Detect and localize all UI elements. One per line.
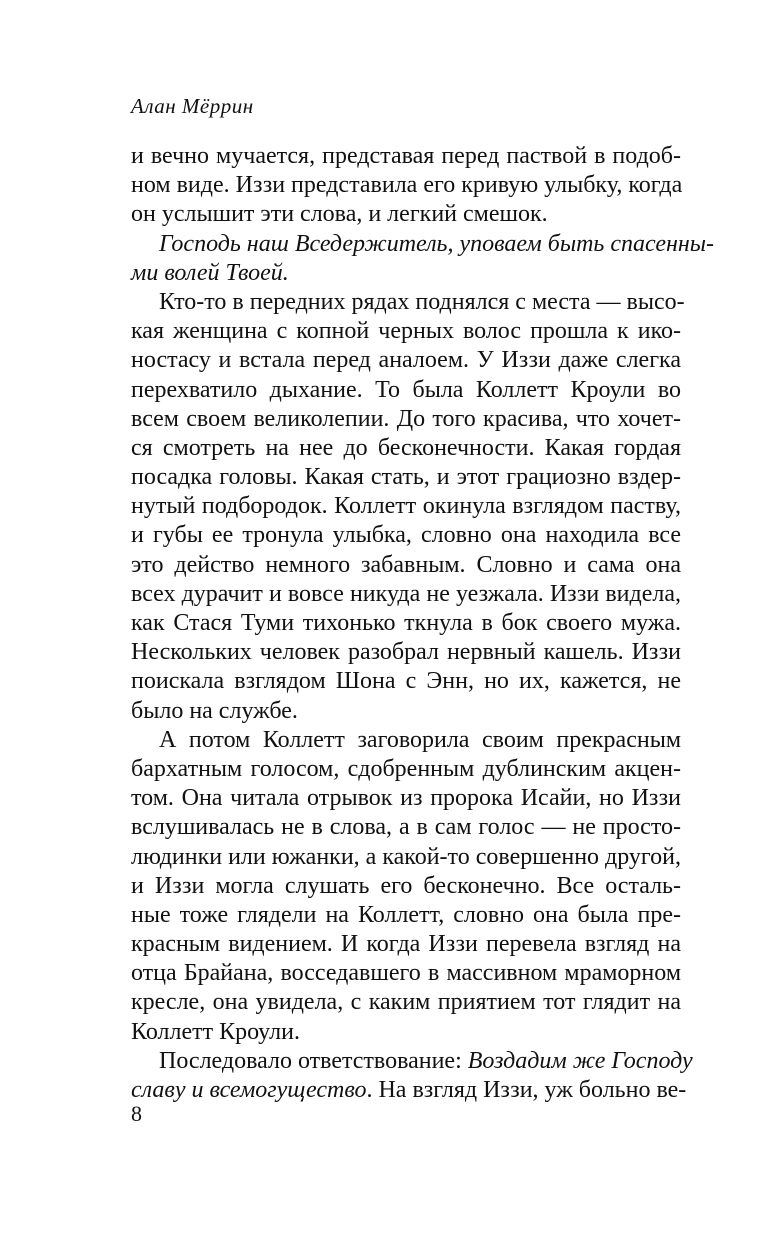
running-header: Алан Мёррин [131, 94, 254, 118]
text-line: отца Брайана, восседавшего в массивном мраморном [131, 960, 681, 987]
text-line: Коллетт Кроули. [131, 1018, 300, 1045]
text-line: Последовало ответствование: Воздадим же Господу [159, 1047, 693, 1074]
text-line: славу и всемогущество. На взгляд Иззи, уж больно ве- [131, 1077, 687, 1103]
text-line: вслушивалась не в слова, а в сам голос — не просто- [131, 814, 681, 841]
text-line: ные тоже глядели на Коллетт, словно она была пре- [131, 901, 681, 928]
text-line: он услышит эти слова, и легкий смешок. [131, 201, 548, 228]
text-line: Кто-то в передних рядах поднялся с места — высо- [159, 288, 685, 315]
text-line: перехватило дыхание. То была Коллетт Кроули во [131, 376, 681, 403]
text-line: и Иззи могла слушать его бесконечно. Все осталь- [131, 872, 681, 899]
text-line: кая женщина с копной черных волос прошла к ико- [131, 318, 681, 345]
text-line: поискала взглядом Шона с Энн, но их, кажется, не [131, 668, 681, 695]
text-line: ном виде. Иззи представила его кривую улыбку, когда [131, 172, 683, 199]
text-line: ся смотреть на нее до бесконечности. Какая гордая [131, 434, 681, 461]
text-line: всех дурачит и вовсе никуда не уезжала. Иззи видела, [131, 580, 681, 607]
text-line: и вечно мучается, представая перед паствой в подоб- [131, 143, 681, 169]
text-line: это действо немного забавным. Словно и сама она [131, 551, 681, 578]
text-line: том. Она читала отрывок из пророка Исайи, но Иззи [131, 785, 681, 812]
text-line: красным видением. И когда Иззи перевела взгляд на [131, 931, 681, 958]
text-line: нутый подбородок. Коллетт окинула взглядом паству, [131, 493, 681, 520]
text-line: Нескольких человек разобрал нервный кашель. Иззи [131, 639, 681, 666]
text-line: Господь наш Вседержитель, уповаем быть спасенны- [159, 230, 715, 257]
text-line: всем своем великолепии. До того красива, что хочет- [131, 405, 681, 432]
text-line: как Стася Туми тихонько ткнула в бок своего мужа. [131, 610, 681, 636]
text-line: бархатным голосом, сдобренным дублинским акцен- [131, 755, 681, 782]
text-line: посадка головы. Какая стать, и этот грациозно вздер- [131, 464, 681, 491]
text-line: ностасу и встала перед аналоем. У Иззи даже слегка [131, 347, 681, 374]
body-text [131, 142, 715, 1105]
text-line: ми волей Твоей. [131, 259, 289, 286]
text-line: кресле, она увидела, с каким приятием тот глядит на [131, 989, 681, 1016]
text-line: было на службе. [131, 697, 298, 724]
text-line: А потом Коллетт заговорила своим прекрасным [159, 726, 681, 753]
text-line: людинки или южанки, а какой-то совершенно другой, [131, 843, 682, 870]
text-line: и губы ее тронула улыбка, словно она находила все [131, 522, 681, 549]
page-number: 8 [131, 1101, 142, 1126]
